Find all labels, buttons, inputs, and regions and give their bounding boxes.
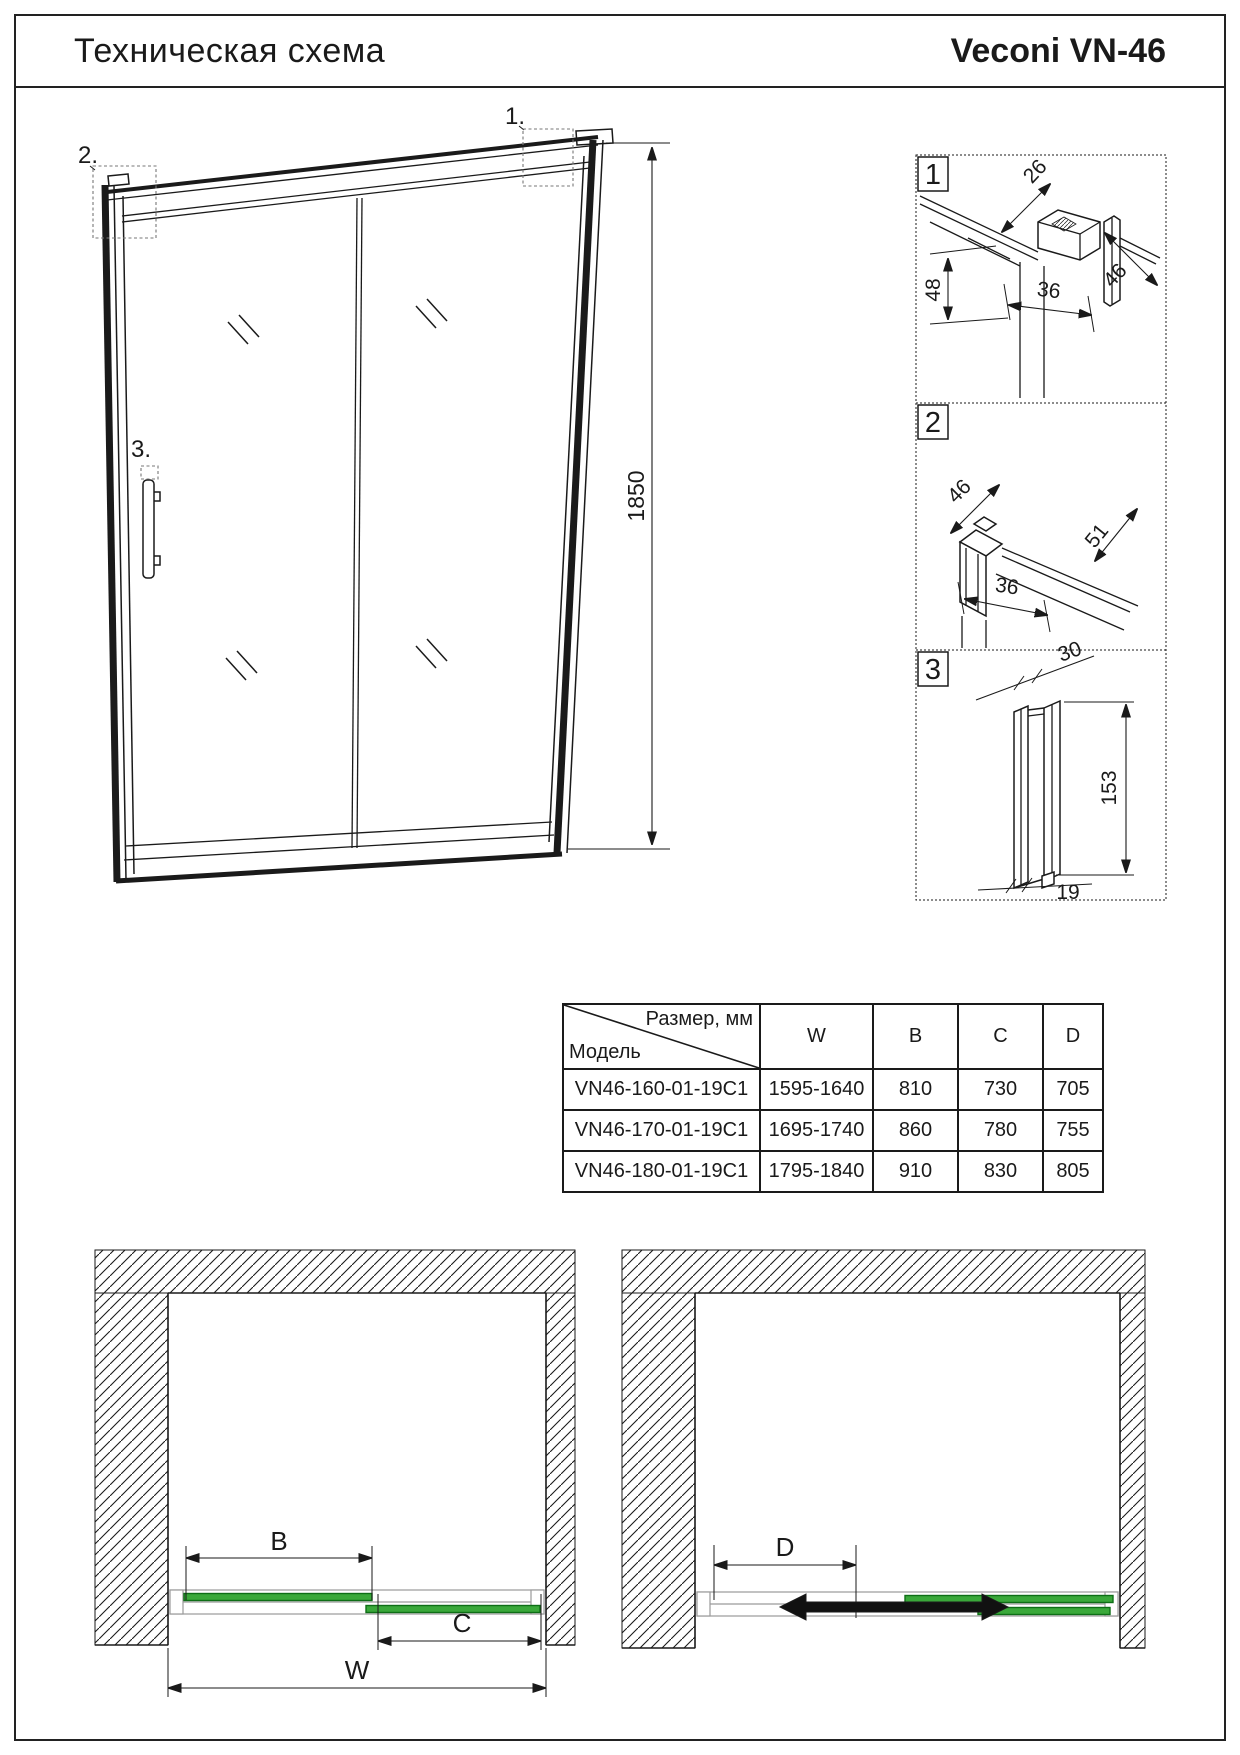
dim-b-label: B [270,1526,288,1556]
model-cell: VN46-160-01-19C1 [563,1069,760,1110]
detail-1-dim-46: 46 [1098,259,1132,292]
detail-1 [918,155,1160,398]
door-frame [105,129,613,882]
wall-hatch [622,1250,1145,1648]
door-handle [143,480,160,578]
glass-mark-icon [416,639,447,668]
c-cell: 730 [958,1069,1043,1110]
callout-2-label: 2. [78,142,99,169]
wall-hatch [95,1250,575,1645]
c-cell: 780 [958,1110,1043,1151]
dim-c-label: C [452,1608,472,1638]
center-divider [352,198,362,848]
detail-panel-borders [916,155,1166,900]
glass-mark-icon [228,315,259,344]
detail-views [905,140,1180,920]
d-cell: 755 [1043,1110,1103,1151]
detail-1-number: 1 [924,159,942,191]
bottom-rail [116,822,562,881]
fixed-panel [184,1594,372,1601]
detail-3-handle [1014,701,1060,888]
table-col-b: B [873,1004,958,1069]
d-cell: 805 [1043,1151,1103,1192]
detail-1-dim-36: 36 [1035,277,1062,304]
detail-3-number: 3 [924,654,942,686]
table-header-size: Размер, мм [645,1008,753,1030]
glass-mark-icon [416,299,447,328]
table-col-c: C [958,1004,1043,1069]
detail-2 [918,405,1138,648]
top-rail [107,137,598,222]
dim-w [168,1648,546,1697]
table-col-d: D [1043,1004,1103,1069]
c-cell: 830 [958,1151,1043,1192]
page-title: Техническая схема [74,31,386,70]
d-cell: 705 [1043,1069,1103,1110]
detail-3-dim-153: 153 [1098,770,1121,806]
table-header-row [563,1004,1103,1069]
detail-3-dim-19: 19 [1056,881,1080,904]
front-view-drawing [60,95,680,935]
w-cell: 1695-1740 [760,1110,873,1151]
left-wall-profile [105,174,134,882]
callout-3-label: 3. [131,436,152,463]
header [16,16,1224,88]
table-header-model: Модель [569,1041,641,1063]
callout-1-label: 1. [505,103,526,130]
model-cell: VN46-180-01-19C1 [563,1151,760,1192]
b-cell: 860 [873,1110,958,1151]
detail-2-dim-51: 51 [1080,519,1114,553]
plan-view-closed [88,1240,588,1710]
table-col-w: W [760,1004,873,1069]
table-row [563,1110,1103,1151]
detail-2-dim-46: 46 [943,475,976,508]
table-header-diagonal-cell [563,1004,760,1069]
plan-view-open [615,1240,1150,1710]
w-cell: 1795-1840 [760,1151,873,1192]
dim-b [186,1526,372,1600]
table-row [563,1151,1103,1192]
height-dimension-label: 1850 [623,470,649,522]
detail-1-dim-26: 26 [1018,155,1052,188]
b-cell: 910 [873,1151,958,1192]
dim-w-label: W [344,1655,370,1685]
callout-3 [131,436,158,479]
w-cell: 1595-1640 [760,1069,873,1110]
product-name: Veconi VN-46 [950,31,1166,70]
detail-1-dim-48: 48 [922,278,945,302]
dim-d-label: D [775,1532,795,1562]
model-cell: VN46-170-01-19C1 [563,1110,760,1151]
b-cell: 810 [873,1069,958,1110]
detail-3 [918,637,1134,904]
detail-2-dim-36: 36 [993,573,1021,600]
size-table [562,1003,1104,1193]
height-dimension [568,143,670,849]
glass-marks [226,299,447,680]
detail-2-number: 2 [924,407,942,439]
glass-mark-icon [226,651,257,680]
callout-3-box [141,466,158,479]
fixed-panel [905,1596,1113,1603]
table-row [563,1069,1103,1110]
callout-1-box [523,129,573,186]
detail-3-dim-30: 30 [1054,637,1085,667]
right-wall-profile [549,129,613,853]
